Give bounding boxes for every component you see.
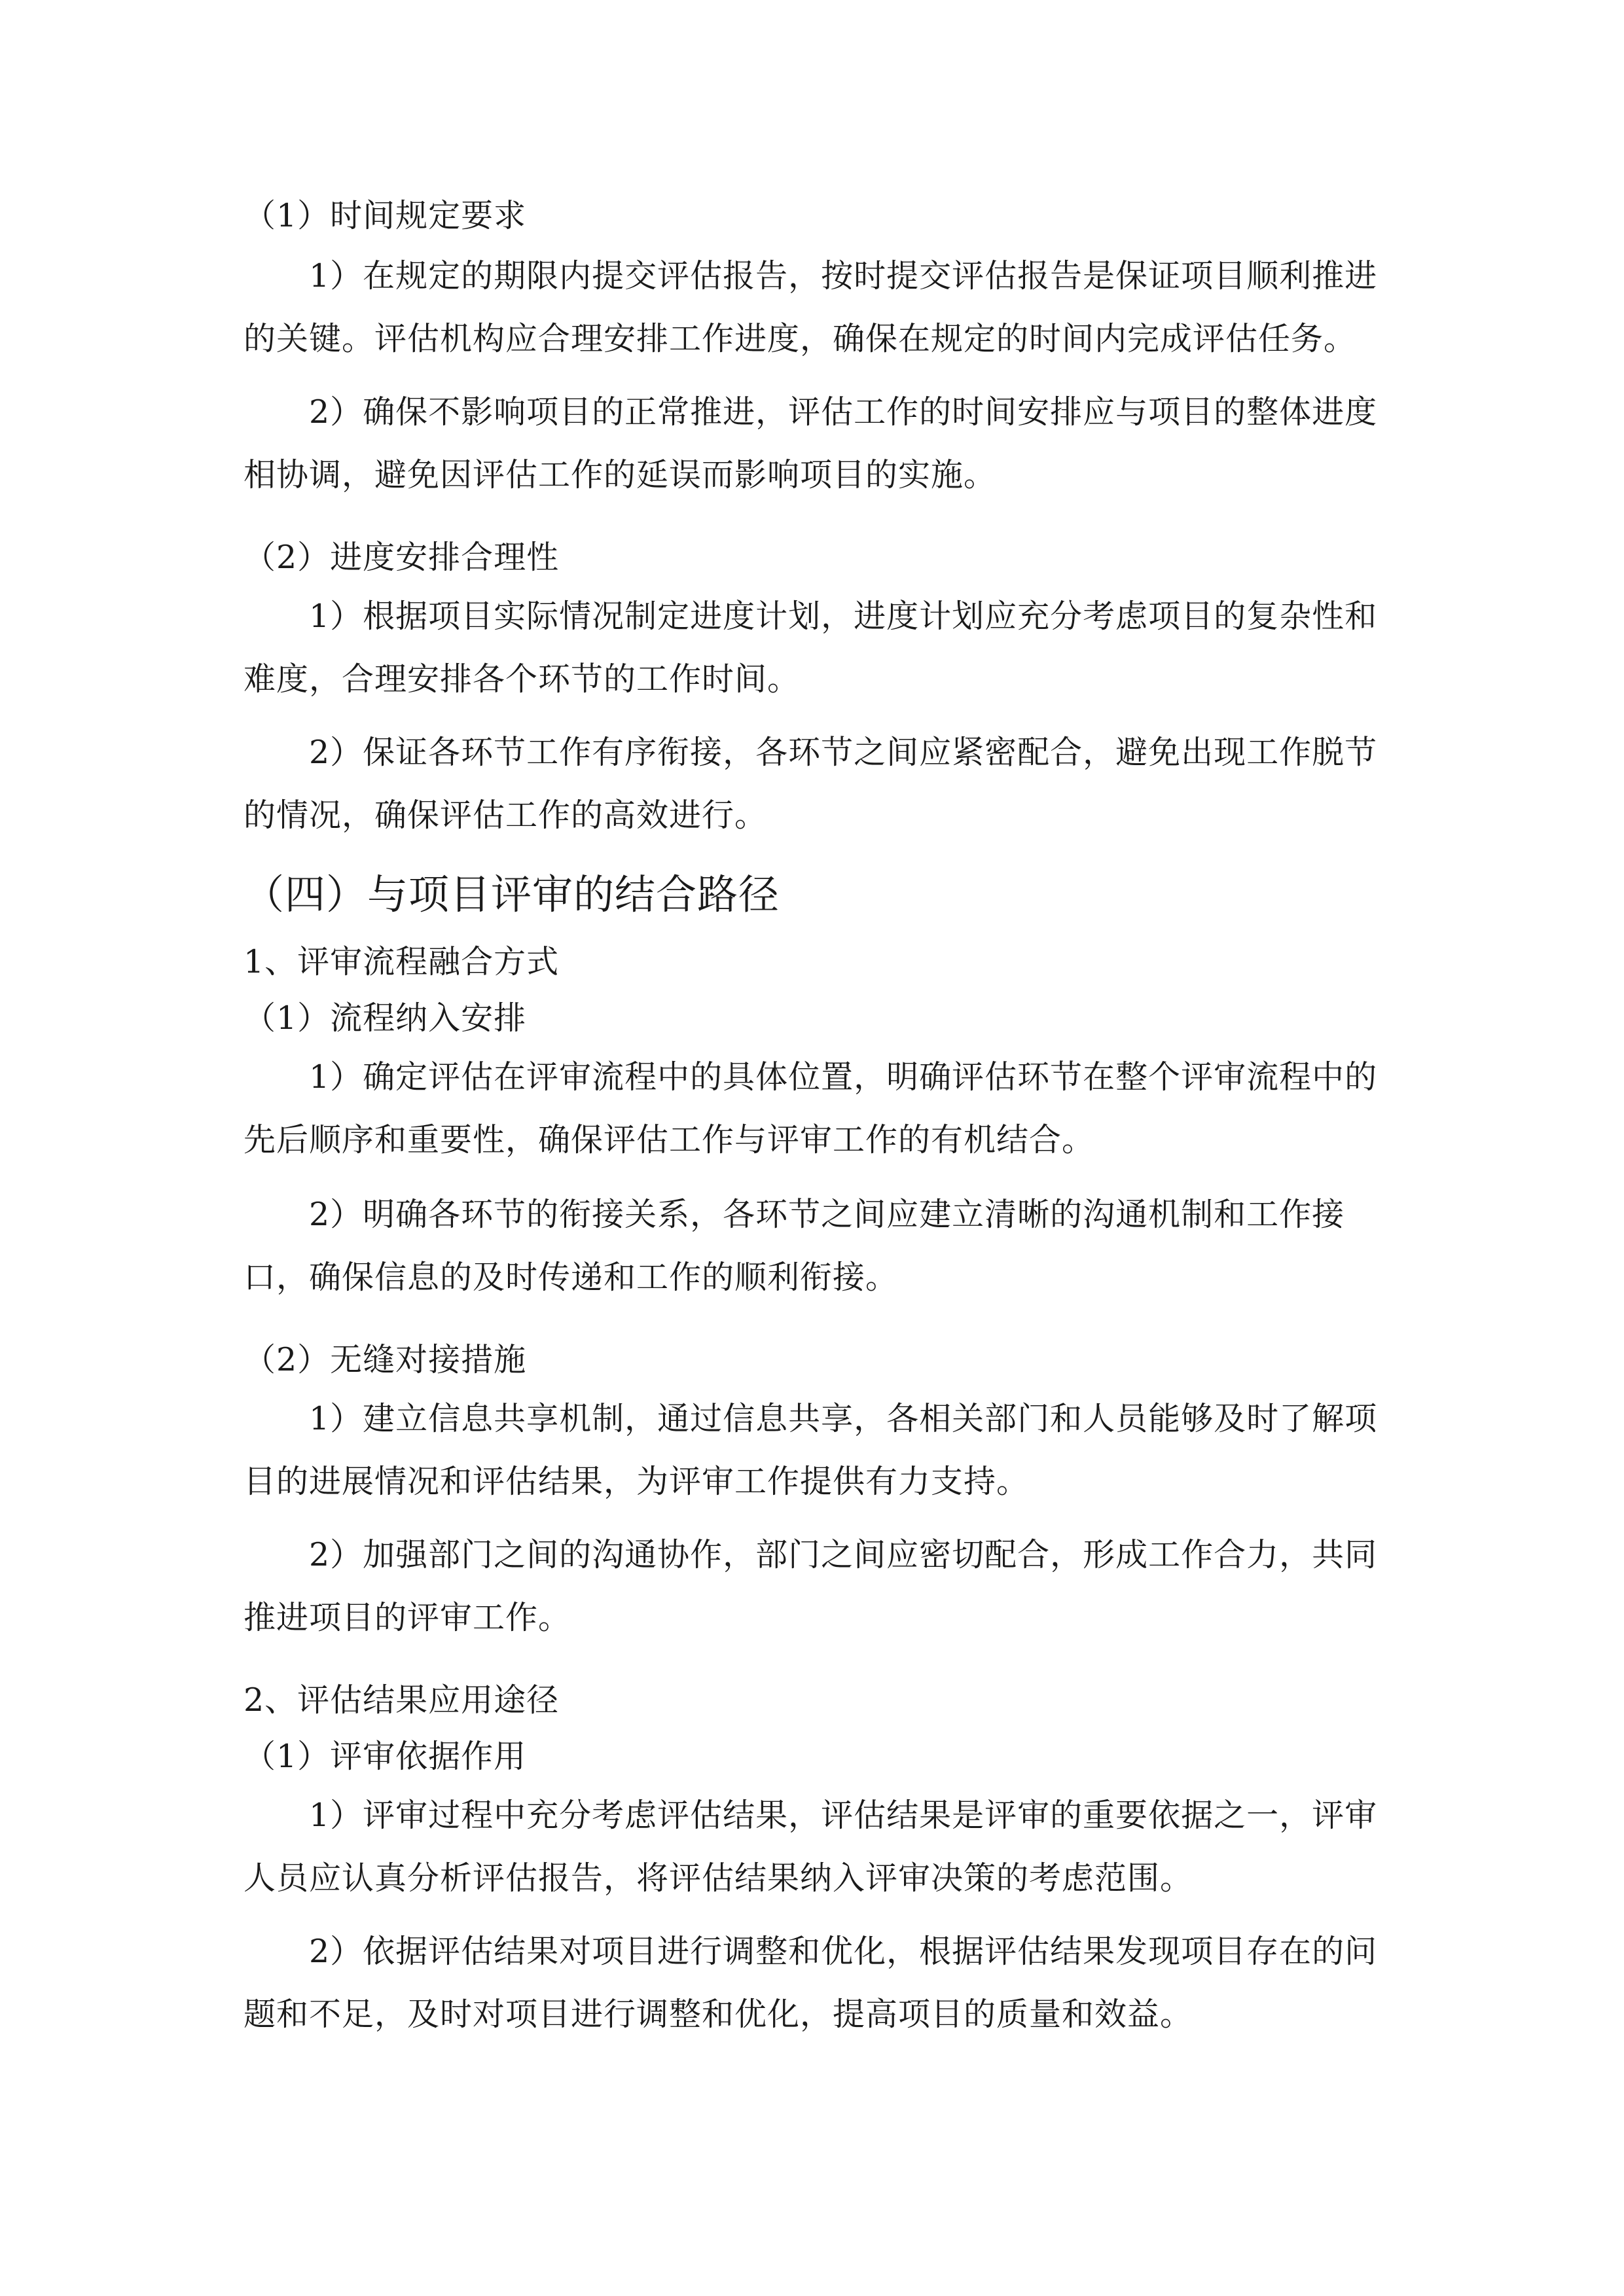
paragraph-line: 1）确定评估在评审流程中的具体位置，明确评估环节在整个评审流程中的 [309,1058,1378,1096]
paragraph-line: 题和不足，及时对项目进行调整和优化，提高项目的质量和效益。 [244,1996,1193,2033]
paragraph-line: 口，确保信息的及时传递和工作的顺利衔接。 [244,1259,899,1296]
paragraph-line: 1）在规定的期限内提交评估报告，按时提交评估报告是保证项目顺利推进 [309,257,1378,295]
paragraph-line: 人员应认真分析评估报告，将评估结果纳入评审决策的考虑范围。 [244,1859,1193,1897]
paragraph-line: 相协调，避免因评估工作的延误而影响项目的实施。 [244,456,997,493]
paragraph-line: 推进项目的评审工作。 [244,1599,571,1636]
paragraph-line: 1）建立信息共享机制，通过信息共享，各相关部门和人员能够及时了解项 [309,1400,1378,1437]
paragraph-line: 2）保证各环节工作有序衔接，各环节之间应紧密配合，避免出现工作脱节 [309,734,1378,771]
subsection-heading: （1）评审依据作用 [244,1738,527,1775]
subsection-heading: （1）流程纳入安排 [244,999,527,1037]
subsection-heading: （2）进度安排合理性 [244,539,560,576]
subsection-heading: （1）时间规定要求 [244,197,527,234]
section-heading: （四）与项目评审的结合路径 [244,870,780,918]
paragraph-line: 2）依据评估结果对项目进行调整和优化，根据评估结果发现项目存在的问 [309,1933,1378,1970]
paragraph-line: 1）评审过程中充分考虑评估结果，评估结果是评审的重要依据之一，评审 [309,1797,1378,1834]
subsection-heading: 2、评估结果应用途径 [244,1681,560,1719]
paragraph-line: 目的进展情况和评估结果，为评审工作提供有力支持。 [244,1463,1030,1500]
paragraph-line: 2）确保不影响项目的正常推进，评估工作的时间安排应与项目的整体进度 [309,393,1378,431]
paragraph-line: 1）根据项目实际情况制定进度计划，进度计划应充分考虑项目的复杂性和 [309,598,1378,635]
paragraph-line: 先后顺序和重要性，确保评估工作与评审工作的有机结合。 [244,1121,1095,1158]
subsection-heading: 1、评审流程融合方式 [244,943,560,980]
paragraph-line: 的情况，确保评估工作的高效进行。 [244,797,768,834]
paragraph-line: 难度，合理安排各个环节的工作时间。 [244,660,801,698]
paragraph-line: 的关键。评估机构应合理安排工作进度，确保在规定的时间内完成评估任务。 [244,320,1357,357]
paragraph-line: 2）明确各环节的衔接关系，各环节之间应建立清晰的沟通机制和工作接 [309,1196,1345,1233]
paragraph-line: 2）加强部门之间的沟通协作，部门之间应密切配合，形成工作合力，共同 [309,1536,1378,1573]
subsection-heading: （2）无缝对接措施 [244,1341,527,1378]
